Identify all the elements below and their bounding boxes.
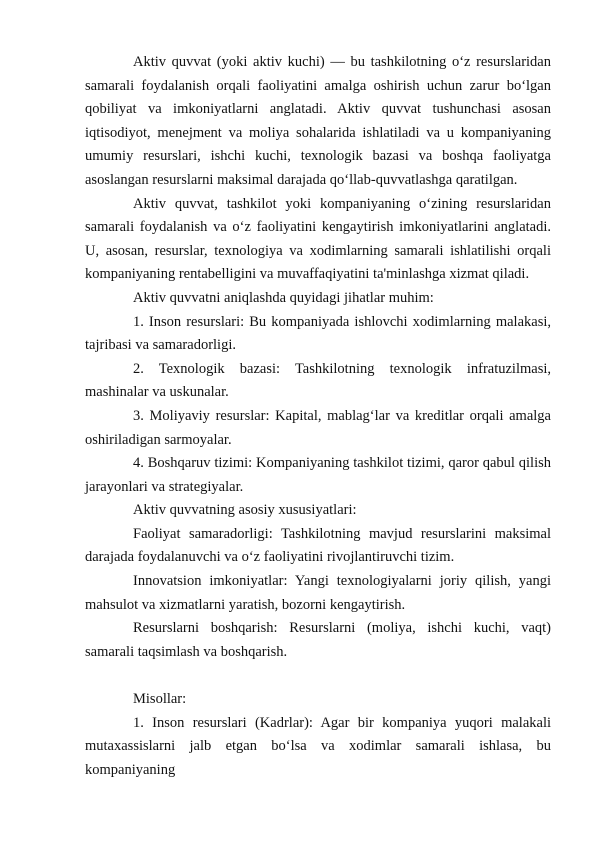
list-item-management-system: 4. Boshqaruv tizimi: Kompaniyaning tashkilot tizimi, qaror qabul qilish jarayonlari va strategiyalar. xyxy=(85,455,551,495)
paragraph-examples-heading: Misollar: xyxy=(133,691,187,708)
paragraph-features-heading: Aktiv quvvatning asosiy xususiyatlari: xyxy=(133,502,357,519)
list-item-technology-base: 2. Texnologik bazasi: Tashkilotning texnologik infratuzilmasi, mashinalar va uskunalar. xyxy=(85,360,551,401)
list-item-human-resources: 1. Inson resurslari: Bu kompaniyada ishlovchi xodimlarning malakasi, tajribasi va samaradorligi. xyxy=(85,313,551,354)
feature-resource-management: Resurslarni boshqarish: Resurslarni (moliya, ishchi kuchi, vaqt) samarali taqsimlash va boshqarish. xyxy=(85,620,551,660)
feature-efficiency: Faoliyat samaradorligi: Tashkilotning mavjud resurslarini maksimal darajada foydalanuvchi va o‘z faoliyatini rivojlantiruvchi tizim. xyxy=(85,525,551,566)
paragraph-definition: Aktiv quvvat (yoki aktiv kuchi) — bu tashkilotning o‘z resurslaridan samarali foydalanish orqali faoliyatini amalga oshirish uchun zarur bo‘lgan qobiliyat va imkoniyatlarni anglatadi. Aktiv quvvat tushunchasi asosan iqtisodiyot, menejment va moliya sohalarida ishlatiladi va u kompaniyaning umumiy resurslari, ishchi kuchi, texnologik bazasi va boshqa faoliyatga asoslangan resurslarni maksimal darajada qo‘llab-quvvatlashga qaratilgan. xyxy=(85,54,551,188)
paragraph-aspects-heading: Aktiv quvvatni aniqlashda quyidagi jihatlar muhim: xyxy=(133,289,434,306)
document-page xyxy=(85,51,551,782)
paragraph-explanation: Aktiv quvvat, tashkilot yoki kompaniyaning o‘zining resurslaridan samarali foydalanish va o‘z faoliyatini kengaytirish imkoniyatlarini anglatadi. U, asosan, resurslar, texnologiya va xodimlarning samarali ishlatilishi orqali kompaniyaning rentabelligini va muvaffaqiyatini ta'minlashga xizmat qiladi. xyxy=(85,195,551,283)
feature-innovation: Innovatsion imkoniyatlar: Yangi texnologiyalarni joriy qilish, yangi mahsulot va xizmatlarni yaratish, bozorni kengaytirish. xyxy=(85,573,551,613)
example-human-resources: 1. Inson resurslari (Kadrlar): Agar bir kompaniya yuqori malakali mutaxassislarni jalb etgan bo‘lsa va xodimlar samarali ishlasa, bu kompaniyaning xyxy=(85,714,551,778)
blank-line xyxy=(85,664,551,688)
list-item-financial-resources: 3. Moliyaviy resurslar: Kapital, mablag‘lar va kreditlar orqali amalga oshiriladigan sarmoyalar. xyxy=(85,407,551,448)
